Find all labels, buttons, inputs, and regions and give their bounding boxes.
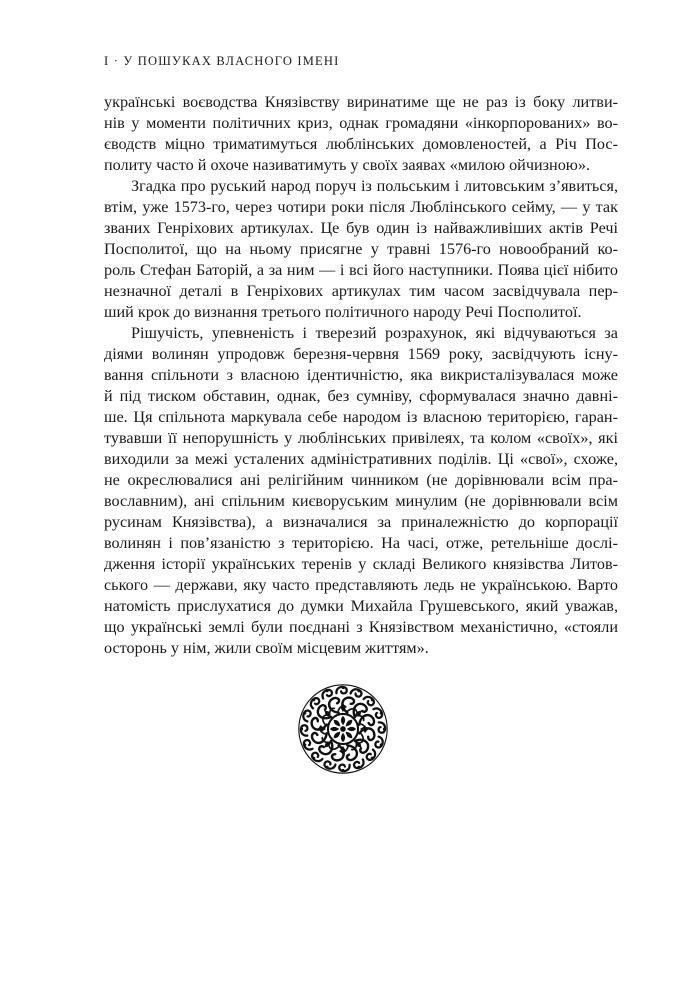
text-line: русинам Князівства), а визначалися за приналежністю до корпорації xyxy=(104,513,618,531)
text-line: незначної деталі в Генріхових артикулах тим часом засвідчувала пер- xyxy=(104,282,618,300)
text-line: ше. Ця спільнота маркувала себе народом із власною територією, гаран- xyxy=(104,408,618,426)
rosette-ornament-icon xyxy=(296,682,390,776)
text-line: ший крок до визнання третього політичного народу Речі Посполитої. xyxy=(104,303,582,321)
text-line: українські воєводства Князівству виринатиме ще не раз із боку литви- xyxy=(104,93,618,111)
text-line: званих Генріхових артикулах. Це був один із найважливіших актів Речі xyxy=(104,219,618,237)
text-line: виходили за межі усталених адміністративних поділів. Ці «свої», схоже, xyxy=(104,450,618,468)
text-line: Рішучість, упевненість і тверезий розрахунок, які відчуваються за xyxy=(131,324,618,342)
paragraph-3 xyxy=(104,323,618,659)
text-line: тувавши її непорушність у люблінських привілеях, та колом «своїх», які xyxy=(104,429,618,447)
text-line: осторонь у нім, жили своїм місцевим життям». xyxy=(104,639,429,657)
text-line: єводств міцно триматимуться люблінських домовленостей, а Річ Пос- xyxy=(104,135,618,153)
text-line: Посполитої, що на ньому присягне у травні 1576-го новообраний ко- xyxy=(104,240,618,258)
text-line: вославним), ані спільним києворуським минулим (не дорівнювали всім xyxy=(104,492,618,510)
text-line: діями волинян упродовж березня-червня 1569 року, засвідчують існу- xyxy=(104,345,618,363)
text-line: Згадка про руський народ поруч із польським і литовським з’явиться, xyxy=(131,177,618,195)
body-text xyxy=(104,92,618,659)
text-line: роль Стефан Баторій, а за ним — і всі його наступники. Поява цієї нібито xyxy=(104,261,618,279)
paragraph-2 xyxy=(104,176,618,323)
text-line: не окреслювалися ані релігійним чинником (не дорівнювали всім пра- xyxy=(104,471,618,489)
text-line: натомість прислухатися до думки Михайла Грушевського, який уважав, xyxy=(104,597,618,615)
running-head: I · У ПОШУКАХ ВЛАСНОГО ІМЕНІ xyxy=(104,54,340,68)
text-line: волинян і пов’язаністю з територією. На часі, отже, ретельніше дослі- xyxy=(104,534,618,552)
paragraph-1 xyxy=(104,92,618,176)
text-line: й під тиском обставин, однак, без сумніву, сформувалася значно давні- xyxy=(104,387,618,405)
text-line: вання спільноти з власною ідентичністю, яка викристалізувалася може xyxy=(104,366,618,384)
text-line: що українські землі були поєднані з Князівством механістично, «стояли xyxy=(104,618,618,636)
text-line: нів у моменти політичних криз, однак громадяни «інкорпорованих» во- xyxy=(104,114,618,132)
text-line: политу часто й охоче називатимуть у своїх заявах «милою ойчизною». xyxy=(104,156,591,174)
text-line: дження історії українських теренів у складі Великого князівства Литов- xyxy=(104,555,618,573)
text-line: ського — держави, яку часто представляють ледь не українською. Варто xyxy=(104,576,618,594)
text-line: втім, уже 1573-го, через чотири роки після Люблінського сейму, — у так xyxy=(104,198,618,216)
